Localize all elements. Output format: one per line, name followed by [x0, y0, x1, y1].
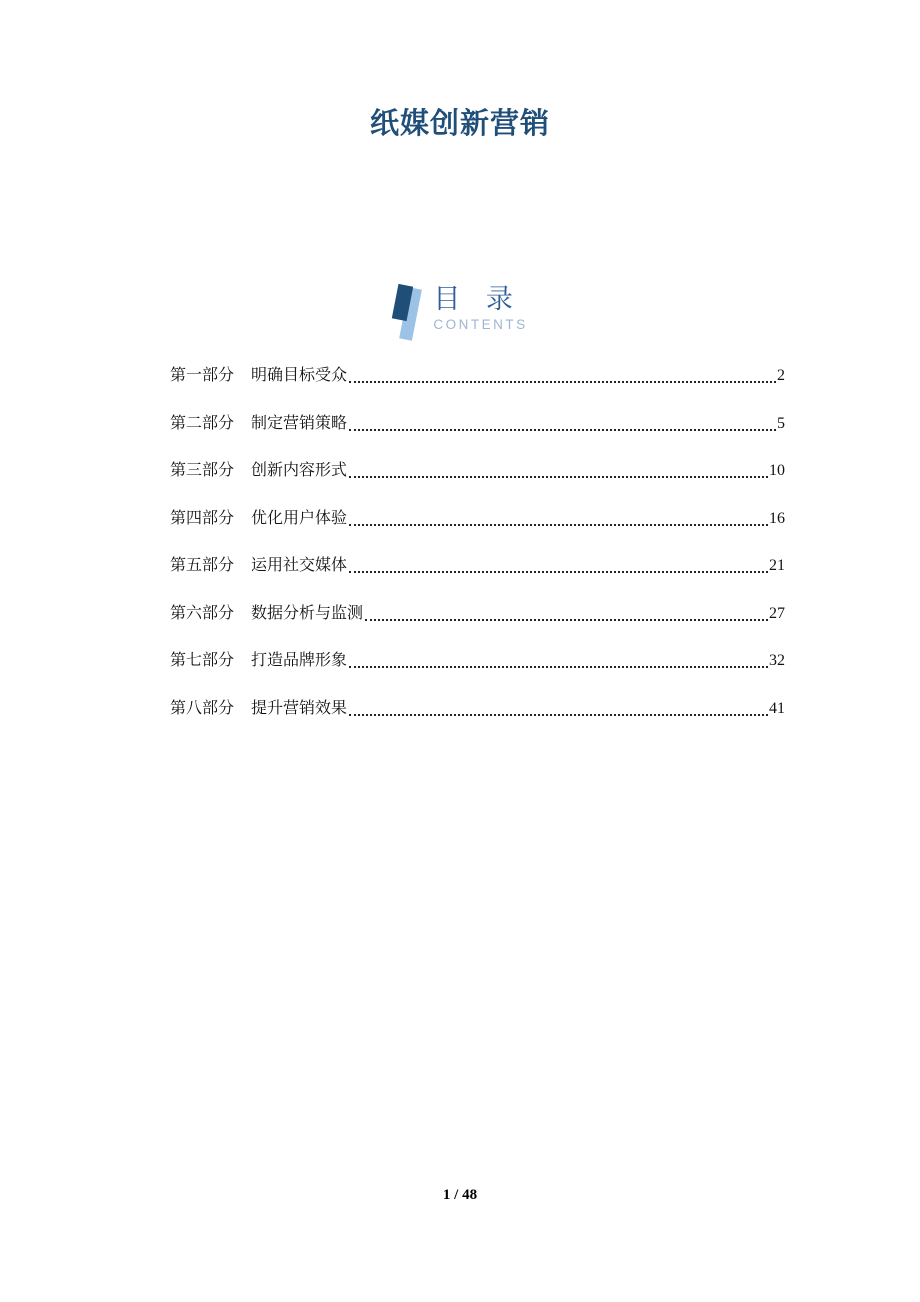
toc-title-label: 优化用户体验 [251, 509, 348, 527]
dot-leader [365, 619, 768, 621]
toc-page-number: 41 [769, 699, 785, 717]
page-number: 1 / 48 [442, 1187, 478, 1203]
toc-part-label: 第二部分 [170, 414, 235, 432]
toc-part-label: 第四部分 [170, 509, 235, 527]
toc-entry[interactable] [170, 414, 785, 434]
toc-part-label: 第一部分 [170, 367, 235, 384]
dot-leader [349, 476, 768, 478]
toc-entry[interactable] [170, 699, 785, 719]
toc-entry[interactable] [170, 366, 785, 386]
toc-page-number: 16 [769, 509, 785, 527]
toc-header [0, 284, 920, 344]
toc-part-label: 第三部分 [170, 462, 235, 479]
document-title: 纸媒创新营销 [369, 108, 550, 140]
toc-subheading: CONTENTS [433, 317, 528, 332]
toc-title-label: 制定营销策略 [251, 414, 348, 432]
toc-entry[interactable] [170, 461, 785, 481]
toc-bookmark-icon [392, 284, 428, 344]
toc-page-number: 27 [769, 604, 785, 622]
toc-entry[interactable] [170, 556, 785, 576]
toc-title-label: 提升营销效果 [251, 699, 348, 717]
toc-title-label: 运用社交媒体 [251, 557, 348, 574]
dot-leader [349, 429, 776, 431]
toc-part-label: 第七部分 [170, 652, 235, 669]
toc-page-number: 10 [769, 462, 785, 479]
dot-leader [349, 666, 768, 668]
toc-heading: 目 录 [433, 284, 516, 314]
dot-leader [349, 571, 768, 573]
dot-leader [349, 524, 768, 526]
dot-leader [349, 714, 768, 716]
toc-entry[interactable] [170, 651, 785, 671]
toc-page-number: 2 [777, 367, 785, 384]
toc-title-label: 数据分析与监测 [251, 604, 364, 622]
toc-page-number: 21 [769, 557, 785, 574]
toc-part-label: 第六部分 [170, 604, 235, 622]
toc-page-number: 5 [777, 414, 785, 432]
toc-part-label: 第五部分 [170, 557, 235, 574]
toc-title-label: 明确目标受众 [251, 367, 348, 384]
toc-page-number: 32 [769, 652, 785, 669]
toc-heading-group [433, 284, 527, 332]
toc-entry[interactable] [170, 509, 785, 529]
toc-list [170, 366, 785, 746]
toc-entry[interactable] [170, 604, 785, 624]
toc-title-label: 打造品牌形象 [251, 652, 348, 669]
toc-part-label: 第八部分 [170, 699, 235, 717]
dot-leader [349, 381, 776, 383]
toc-title-label: 创新内容形式 [251, 462, 348, 479]
